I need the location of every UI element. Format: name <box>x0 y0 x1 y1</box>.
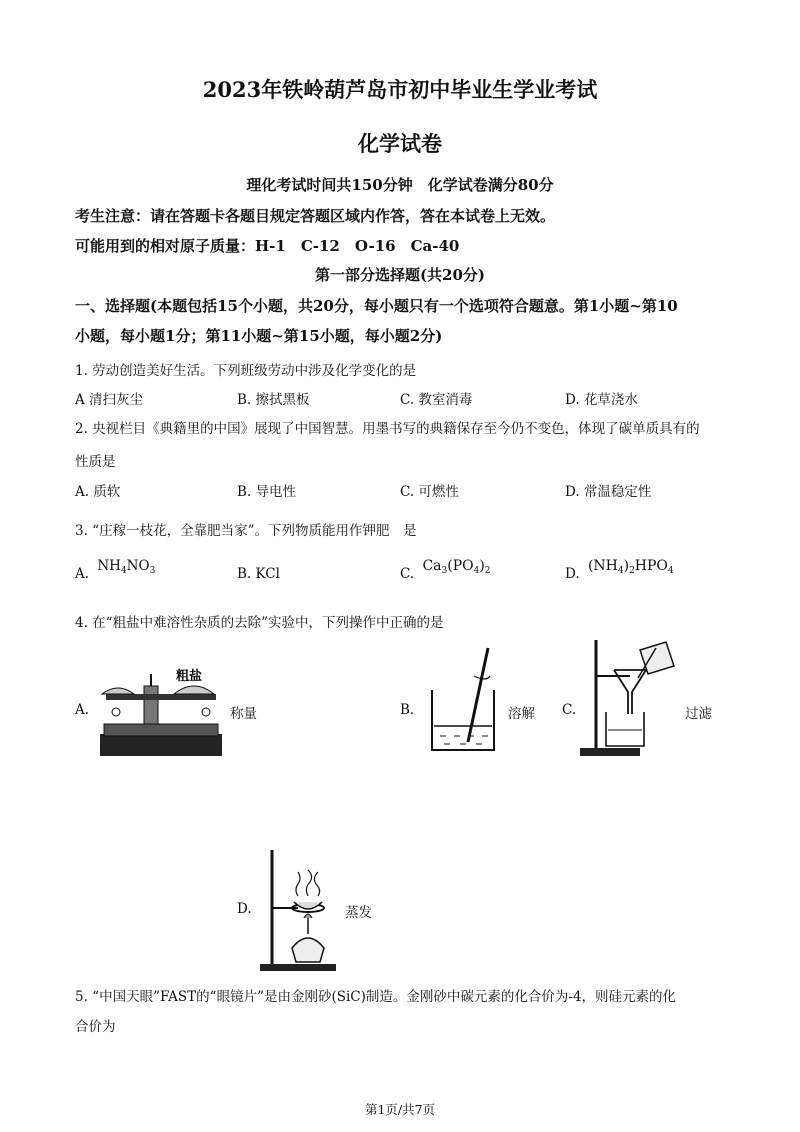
q1-option-b[interactable]: B. 擦拭黑板 <box>237 392 310 408</box>
q1-option-d[interactable]: D. 花草浇水 <box>565 392 638 408</box>
question-2-text-line1: 2. 央视栏目《典籍里的中国》展现了中国智慧。用墨书写的典籍保存至今仍不变色，体现了碳单质具有的 <box>75 421 700 437</box>
q3-option-c[interactable] <box>400 558 491 584</box>
formula-part: NH <box>97 558 121 574</box>
q3-option-d-formula <box>588 558 674 574</box>
question-1-text: 1. 劳动创造美好生活。下列班级劳动中涉及化学变化的是 <box>75 363 417 379</box>
question-5-text-line2: 合价为 <box>75 1019 116 1035</box>
formula-part: ) <box>479 558 485 574</box>
formula-subscript: 4 <box>473 566 480 576</box>
q3-option-b-formula: KCl <box>255 566 280 582</box>
question-2-text-line2: 性质是 <box>75 454 116 470</box>
q3-option-a[interactable] <box>75 558 156 584</box>
q3-option-a-formula <box>97 558 155 574</box>
q3-option-d[interactable] <box>565 558 674 584</box>
q3-option-a-letter: A. <box>75 566 90 582</box>
q4-option-b-letter[interactable]: B. <box>400 702 415 718</box>
formula-part: (NH <box>587 558 618 574</box>
exam-notice: 考生注意：请在答题卡各题目规定答题区域内作答，答在本试卷上无效。 <box>75 207 556 225</box>
formula-subscript: 4 <box>120 566 127 576</box>
formula-subscript: 4 <box>667 566 674 576</box>
section-instructions-line1: 一、选择题(本题包括15个小题，共20分，每小题只有一个选项符合题意。第1小题~第10 <box>75 297 678 315</box>
section-instructions-line2: 小题，每小题1分；第11小题~第15小题，每小题2分) <box>75 327 443 345</box>
q4-option-c-label: 过滤 <box>685 706 712 722</box>
exam-title: 2023年铁岭葫芦岛市初中毕业生学业考试 <box>202 77 598 102</box>
q3-option-b-letter: B. <box>237 566 252 582</box>
q4-option-d-label: 蒸发 <box>345 905 372 921</box>
q3-option-c-formula <box>422 558 490 574</box>
q3-option-c-letter: C. <box>400 566 415 582</box>
q2-option-a[interactable]: A. 质软 <box>75 484 121 500</box>
atomic-mass-info: 可能用到的相对原子质量：H-1 C-12 O-16 Ca-40 <box>75 237 460 255</box>
question-3-text: 3. “庄稼一枝花，全靠肥当家”。下列物质能用作钾肥 是 <box>75 523 417 539</box>
formula-subscript: 3 <box>149 566 156 576</box>
part1-title: 第一部分选择题(共20分) <box>314 266 486 284</box>
exam-subtitle: 化学试卷 <box>358 131 442 156</box>
question-5-text-line1: 5. “中国天眼”FAST的“眼镜片”是由金刚砂(SiC)制造。金刚砂中碳元素的化合价为-4，则硅元素的化 <box>75 989 677 1005</box>
formula-part: HPO <box>634 558 668 574</box>
filtration-apparatus-icon <box>578 634 688 758</box>
q4-option-b-label: 溶解 <box>508 706 535 722</box>
q4-option-d-letter[interactable]: D. <box>237 901 252 917</box>
formula-part: ) <box>623 558 630 574</box>
formula-subscript: 2 <box>629 566 635 576</box>
formula-part: (PO <box>447 558 474 574</box>
q4-option-a-letter[interactable]: A. <box>75 702 90 718</box>
question-4-text: 4. 在“粗盐中难溶性杂质的去除”实验中，下列操作中正确的是 <box>75 615 444 631</box>
balance-scale-icon <box>96 664 226 759</box>
formula-subscript: 3 <box>441 566 448 576</box>
q1-option-a[interactable]: A 清扫灰尘 <box>75 392 144 408</box>
evaporation-apparatus-icon <box>258 848 340 972</box>
page-number: 第1页/共7页 <box>364 1102 436 1117</box>
formula-part: NO <box>126 558 150 574</box>
q3-option-b[interactable] <box>237 566 280 582</box>
formula-subscript: 4 <box>617 566 624 576</box>
beaker-stirring-icon <box>428 646 500 754</box>
formula-part: Ca <box>422 558 442 574</box>
q1-option-c[interactable]: C. 教室消毒 <box>400 392 473 408</box>
q2-option-d[interactable]: D. 常温稳定性 <box>565 484 652 500</box>
q3-option-d-letter: D. <box>565 566 580 582</box>
coarse-salt-label: 粗盐 <box>176 669 203 684</box>
q4-option-a-label: 称量 <box>230 706 257 722</box>
formula-subscript: 2 <box>484 566 491 576</box>
q2-option-c[interactable]: C. 可燃性 <box>400 484 459 500</box>
q2-option-b[interactable]: B. 导电性 <box>237 484 297 500</box>
time-info: 理化考试时间共150分钟 化学试卷满分80分 <box>246 176 554 194</box>
q4-option-c-letter[interactable]: C. <box>562 702 577 718</box>
